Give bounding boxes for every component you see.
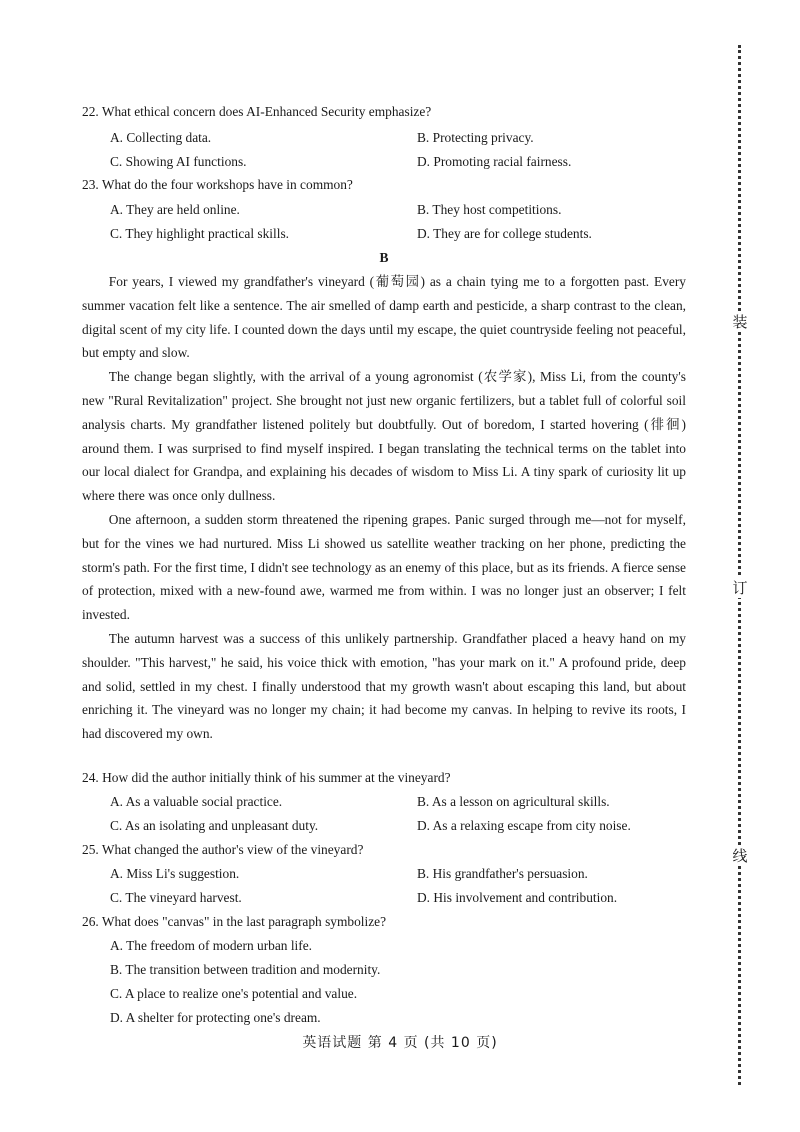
question-25-option-a: A. Miss Li's suggestion. xyxy=(110,866,240,881)
question-22-option-d: D. Promoting racial fairness. xyxy=(417,154,572,169)
binding-char-ding: 订 xyxy=(730,578,750,598)
section-b-label: B xyxy=(379,250,389,265)
question-22-option-c: C. Showing AI functions. xyxy=(110,154,247,169)
question-22-option-b: B. Protecting privacy. xyxy=(417,130,534,145)
question-24-option-a: A. As a valuable social practice. xyxy=(110,794,283,809)
question-24-option-c: C. As an isolating and unpleasant duty. xyxy=(110,818,319,833)
question-23-option-d: D. They are for college students. xyxy=(417,226,592,241)
question-26-option-b: B. The transition between tradition and modernity. xyxy=(110,962,381,977)
passage-paragraph-4: The autumn harvest was a success of this unlikely partnership. Grandfather placed a heavy hand on my shoulder. "This harvest," he said, his voice thick with emotion, "has your mark on it." A profound pride, deep and solid, settled in my chest. I finally understood that my growth wasn't about escaping this land, but about enriching it. The vineyard was no longer my chain; it had become my canvas. In helping to revive its roots, I had discovered my own. xyxy=(82,630,686,742)
question-24-stem: 24. How did the author initially think of his summer at the vineyard? xyxy=(82,770,451,785)
question-23-option-c: C. They highlight practical skills. xyxy=(110,226,290,241)
question-22-option-a: A. Collecting data. xyxy=(110,130,212,145)
question-26-stem: 26. What does "canvas" in the last paragraph symbolize? xyxy=(82,914,387,929)
question-25-stem: 25. What changed the author's view of the vineyard? xyxy=(82,842,364,857)
question-24-option-d: D. As a relaxing escape from city noise. xyxy=(417,818,631,833)
question-24-option-b: B. As a lesson on agricultural skills. xyxy=(417,794,610,809)
binding-dotted-line xyxy=(738,45,741,1085)
question-25-option-c: C. The vineyard harvest. xyxy=(110,890,242,905)
question-23-option-a: A. They are held online. xyxy=(110,202,240,217)
reading-passage xyxy=(82,270,686,746)
question-23-option-b: B. They host competitions. xyxy=(417,202,562,217)
page-footer: 英语试题 第 4 页 (共 10 页) xyxy=(302,1035,498,1051)
passage-paragraph-3: One afternoon, a sudden storm threatened the ripening grapes. Panic surged through me—not for myself, but for the vines we had nurtured. Miss Li showed us satellite weather tracking on her phone, predicting the storm's path. For the first time, I didn't see technology as an enemy of this place, but as its friends. A fierce sense of protection, mixed with a new-found awe, warmed me from within. I was no longer just an observer; I felt invested. xyxy=(82,511,686,623)
question-25-option-d: D. His involvement and contribution. xyxy=(417,890,618,905)
binding-char-zhuang: 装 xyxy=(730,312,750,332)
passage-paragraph-1: For years, I viewed my grandfather's vineyard (葡萄园) as a chain tying me to a forgotten past. Every summer vacation felt like a sentence. The air smelled of damp earth and pesticide, a sharp contrast to the clean, digital scent of my city life. I counted down the days until my escape, the quiet countryside feeling not peaceful, but empty and slow. xyxy=(82,274,686,361)
question-22-stem: 22. What ethical concern does AI-Enhanced Security emphasize? xyxy=(82,104,432,119)
binding-char-xian: 线 xyxy=(730,846,750,866)
passage-paragraph-2: The change began slightly, with the arrival of a young agronomist (农学家), Miss Li, from the county's new "Rural Revitalization" project. She brought not just new organic fertilizers, but a tablet full of colorful soil analysis charts. My grandfather listened politely but doubtfully. Out of boredom, I started hovering (徘徊) around them. I was surprised to find myself inspired. I began translating the technical terms on the tablet into our local dialect for Grandpa, and explaining his decades of wisdom to Miss Li. A tiny spark of curiosity lit up where there was once only dullness. xyxy=(82,369,686,504)
question-26-option-d: D. A shelter for protecting one's dream. xyxy=(110,1010,321,1025)
question-23-stem: 23. What do the four workshops have in common? xyxy=(82,177,353,192)
question-26-option-c: C. A place to realize one's potential and value. xyxy=(110,986,358,1001)
question-26-option-a: A. The freedom of modern urban life. xyxy=(110,938,313,953)
question-25-option-b: B. His grandfather's persuasion. xyxy=(417,866,588,881)
